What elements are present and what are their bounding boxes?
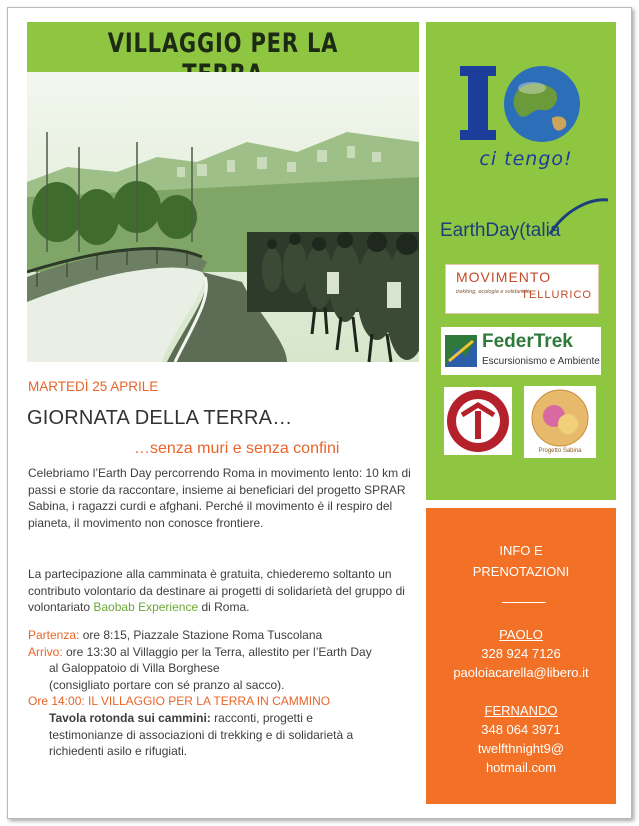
contact2-name: FERNANDO <box>484 703 558 718</box>
info-heading <box>426 540 616 582</box>
hero-banner <box>27 22 419 362</box>
tavola-line3: richiedenti asilo e rifugiati. <box>49 744 188 759</box>
hero-title: VILLAGGIO PER LA <box>107 28 339 59</box>
federtrek-icon <box>445 335 477 367</box>
io-ci-tengo-logo <box>456 62 596 172</box>
event-title <box>27 407 292 430</box>
partners-column <box>426 22 616 500</box>
contact1-phone: 328 924 7126 <box>481 646 561 661</box>
baobab-link[interactable]: Baobab Experience <box>93 600 199 615</box>
earthday-italia-logo: EarthDay(talia <box>440 190 610 250</box>
arrivo-line2: al Galoppatoio di Villa Borghese <box>49 661 220 676</box>
info-heading-line2: PRENOTAZIONI <box>472 564 570 579</box>
federtrek-logo <box>441 327 601 375</box>
federtrek-name: FederTrek <box>482 331 573 352</box>
movimento-line2: TELLURICO <box>521 289 592 301</box>
schedule <box>28 627 423 760</box>
partenza-text: ore 8:15, Piazzale Stazione Roma Tuscolana <box>79 628 323 642</box>
io-slogan: ci tengo! <box>479 148 573 170</box>
contact2-email-line2[interactable]: hotmail.com <box>485 760 557 775</box>
arrivo-text: ore 13:30 al Villaggio per la Terra, allestito per l’Earth Day <box>62 644 372 659</box>
description-paragraph: Celebriamo l’Earth Day percorrendo Roma in movimento lento: 10 km di passi e storie da raccontare, insieme ai beneficiari del progetto SPRAR Sabina, i ragazzi curdi e afghani. Perché il movimento è il respiro del pianeta, il movimento non conosce frontiere. <box>28 466 411 530</box>
contact-fernando <box>426 701 616 777</box>
movimento-line1: MOVIMENTO <box>456 269 552 285</box>
arrivo-label: Arrivo: <box>28 644 63 659</box>
schedule-arrivo <box>28 644 423 661</box>
contact1-name: PAOLO <box>499 627 543 642</box>
movimento-tagline: trekking, ecologia e solidarietà <box>456 289 530 295</box>
tavola-line2: testimonianze di associazioni di trekking e di solidarietà a <box>49 727 354 742</box>
event-date: MARTEDÌ 25 APRILE <box>28 379 159 394</box>
participation-paragraph <box>28 566 418 616</box>
sabina-label: Progetto Sabina <box>538 448 582 454</box>
partenza-label: Partenza: <box>28 628 80 642</box>
event-title-a: GIORNATA DELLA <box>27 407 204 429</box>
tavola-bold: Tavola rotonda sui cammini: <box>49 710 211 725</box>
walkers-photo <box>27 72 419 362</box>
contact-paolo <box>426 625 616 682</box>
earthday-text: EarthDay <box>440 220 520 241</box>
info-box <box>426 508 616 804</box>
arrivo-line3: (consigliato portare con sé pranzo al sacco). <box>49 677 285 692</box>
contact2-phone: 348 064 3971 <box>481 722 561 737</box>
event-title-b: TERRA… <box>203 407 293 429</box>
red-t-icon <box>444 387 512 455</box>
info-heading-line1: INFO E <box>499 543 543 558</box>
contact1-email[interactable]: paoloiacarella@libero.it <box>453 665 589 680</box>
federtrek-tagline: Escursionismo e Ambiente <box>482 356 600 367</box>
progetto-sabina-logo <box>524 386 596 458</box>
participation-text: La partecipazione alla camminata è gratuita, chiederemo soltanto un contributo volontario da destinare ai progetti di solidarietà del gruppo di volontariato <box>28 567 405 615</box>
participation-end: di Roma. <box>198 600 250 615</box>
event-subtitle: …senza muri e senza confini <box>134 440 340 457</box>
schedule-partenza <box>28 627 423 644</box>
ore14-label: Ore 14:00: IL VILLAGGIO PER LA TERRA IN CAMMINO <box>28 694 331 709</box>
red-t-logo <box>444 387 512 455</box>
movimento-tellurico-logo <box>445 264 599 314</box>
info-divider <box>502 602 546 603</box>
tavola-text: racconti, progetti e <box>210 710 313 725</box>
earthday-suffix: talia <box>525 220 561 241</box>
tavola-rotonda <box>28 710 423 727</box>
contact2-email-line1[interactable]: twelfthnight9@ <box>477 741 565 756</box>
